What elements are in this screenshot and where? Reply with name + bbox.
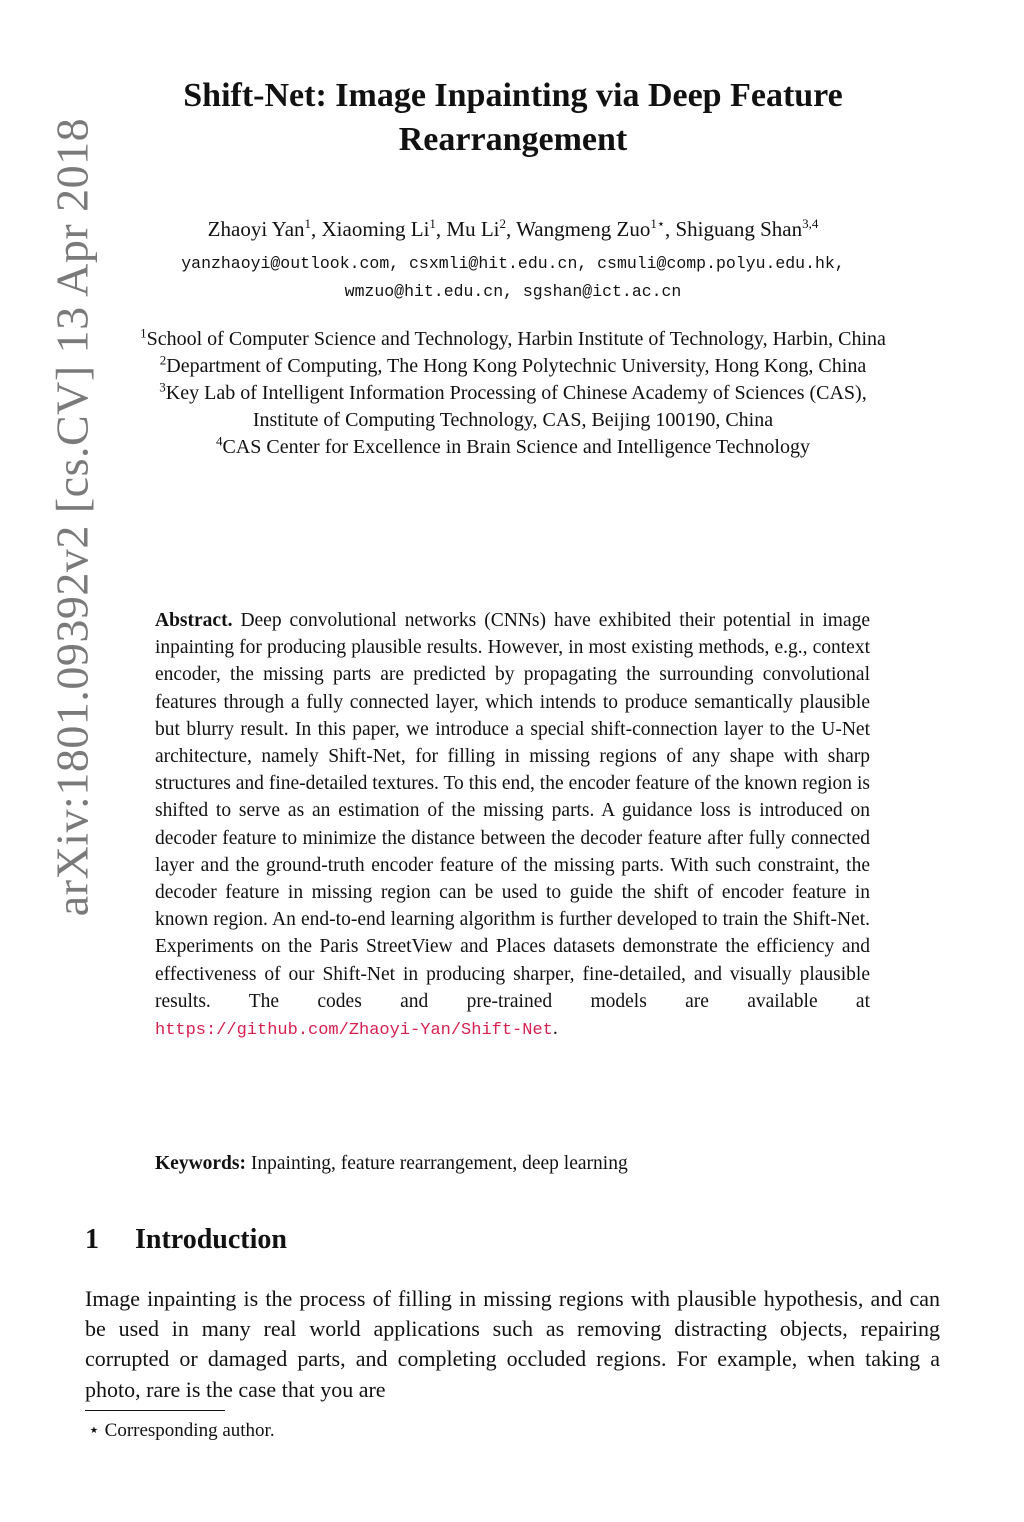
affiliation-text: Key Lab of Intelligent Information Processing of Chinese Academy of Sciences (CAS), — [165, 382, 867, 404]
affiliation-list — [80, 326, 946, 461]
paper-title: Shift-Net: Image Inpainting via Deep Feature Rearrangement — [183, 77, 843, 158]
footnote-mark: ⋆ — [88, 1420, 100, 1441]
affiliation-text: School of Computer Science and Technology, Harbin Institute of Technology, Harbin, China — [146, 328, 886, 350]
code-link[interactable]: https://github.com/Zhaoyi-Yan/Shift-Net — [155, 1021, 553, 1041]
section-title: Introduction — [135, 1224, 287, 1255]
section-heading — [85, 1222, 287, 1258]
affiliation — [80, 380, 946, 407]
affiliation-mark: 2 — [159, 352, 167, 368]
affiliation — [80, 326, 946, 353]
affiliation-mark: 1 — [140, 325, 147, 341]
author-affil-mark: 2 — [499, 216, 507, 231]
email-line: wmzuo@hit.edu.cn, sgshan@ict.ac.cn — [344, 282, 682, 301]
author-affil-mark: 3,4 — [802, 216, 819, 231]
author-name: Xiaoming Li — [321, 217, 430, 241]
author-affil-mark: 1 — [304, 216, 312, 231]
author-affil-mark: 1⋆ — [650, 216, 665, 231]
abstract-text: Deep convolutional networks (CNNs) have exhibited their potential in image inpainting for producing plausible results. However, in most existing methods, e.g., context encoder, the missing parts are predicted by propagating the surrounding convolutional features through a fully connected layer, which intends to produce semantically plausible but blurry result. In this paper, we introduce a special shift-connection layer to the U-Net architecture, namely Shift-Net, for filling in missing regions of any shape with sharp structures and fine-detailed textures. To this end, the encoder feature of the known region is shifted to serve as an estimation of the missing parts. A guidance loss is introduced on decoder feature to minimize the distance between the decoder feature after fully connected layer and the ground-truth encoder feature of the missing parts. With such constraint, the decoder feature in missing region can be used to guide the shift of encoder feature in known region. An end-to-end learning algorithm is further developed to train the Shift-Net. Experiments on the Paris StreetView and Places datasets demonstrate the efficiency and effectiveness of our Shift-Net in producing sharper, fine-detailed, and visually plausible results. The codes and pre-trained models are available at — [155, 610, 870, 1012]
affiliation-mark: 4 — [216, 433, 223, 449]
keywords — [155, 1150, 870, 1177]
intro-paragraph: Image inpainting is the process of filling in missing regions with plausible hypothesis, and can be used in many real world applications such as removing distracting objects, repairing corrupted or damaged parts, and completing occluded regions. For example, when taking a photo, rare is the case that you are — [85, 1286, 940, 1402]
affiliation — [80, 353, 946, 380]
author-name: Wangmeng Zuo — [516, 217, 651, 241]
arxiv-stamp: arXiv:1801.09392v2 [cs.CV] 13 Apr 2018 — [46, 117, 98, 917]
abstract-label: Abstract. — [155, 610, 233, 631]
affiliation-text: CAS Center for Excellence in Brain Science and Intelligence Technology — [222, 436, 810, 458]
affiliation-text: Institute of Computing Technology, CAS, Beijing 100190, China — [252, 409, 774, 431]
footnote — [88, 1418, 275, 1444]
keywords-text: Inpainting, feature rearrangement, deep learning — [250, 1153, 628, 1174]
section-number: 1 — [85, 1224, 99, 1255]
affiliation-mark: 3 — [159, 379, 166, 395]
author-emails — [100, 250, 926, 306]
keywords-label: Keywords: — [155, 1153, 246, 1174]
author-affil-mark: 1 — [429, 216, 436, 231]
author-list: Zhaoyi Yan$^1$, Xiaoming Li$^1$, Mu Li$^2$, Wangmeng Zuo$^{1⋆}$, Shiguang Shan$^{3,4}$ — [207, 216, 819, 241]
email-line: yanzhaoyi@outlook.com, csxmli@hit.edu.cn, csmuli@comp.polyu.edu.hk, — [181, 254, 845, 273]
affiliation — [80, 434, 946, 461]
affiliation-text: Department of Computing, The Hong Kong Polytechnic University, Hong Kong, China — [166, 355, 867, 377]
affiliation — [80, 407, 946, 434]
author-name: Zhaoyi Yan — [207, 217, 305, 241]
abstract-end: . — [552, 1018, 558, 1040]
author-name: Mu Li — [446, 217, 500, 241]
footnote-text: Corresponding author. — [104, 1420, 275, 1441]
arxiv-sidebar — [42, 82, 102, 952]
author-name: Shiguang Shan — [675, 217, 803, 241]
footnote-rule — [85, 1410, 225, 1411]
abstract — [155, 607, 870, 1044]
